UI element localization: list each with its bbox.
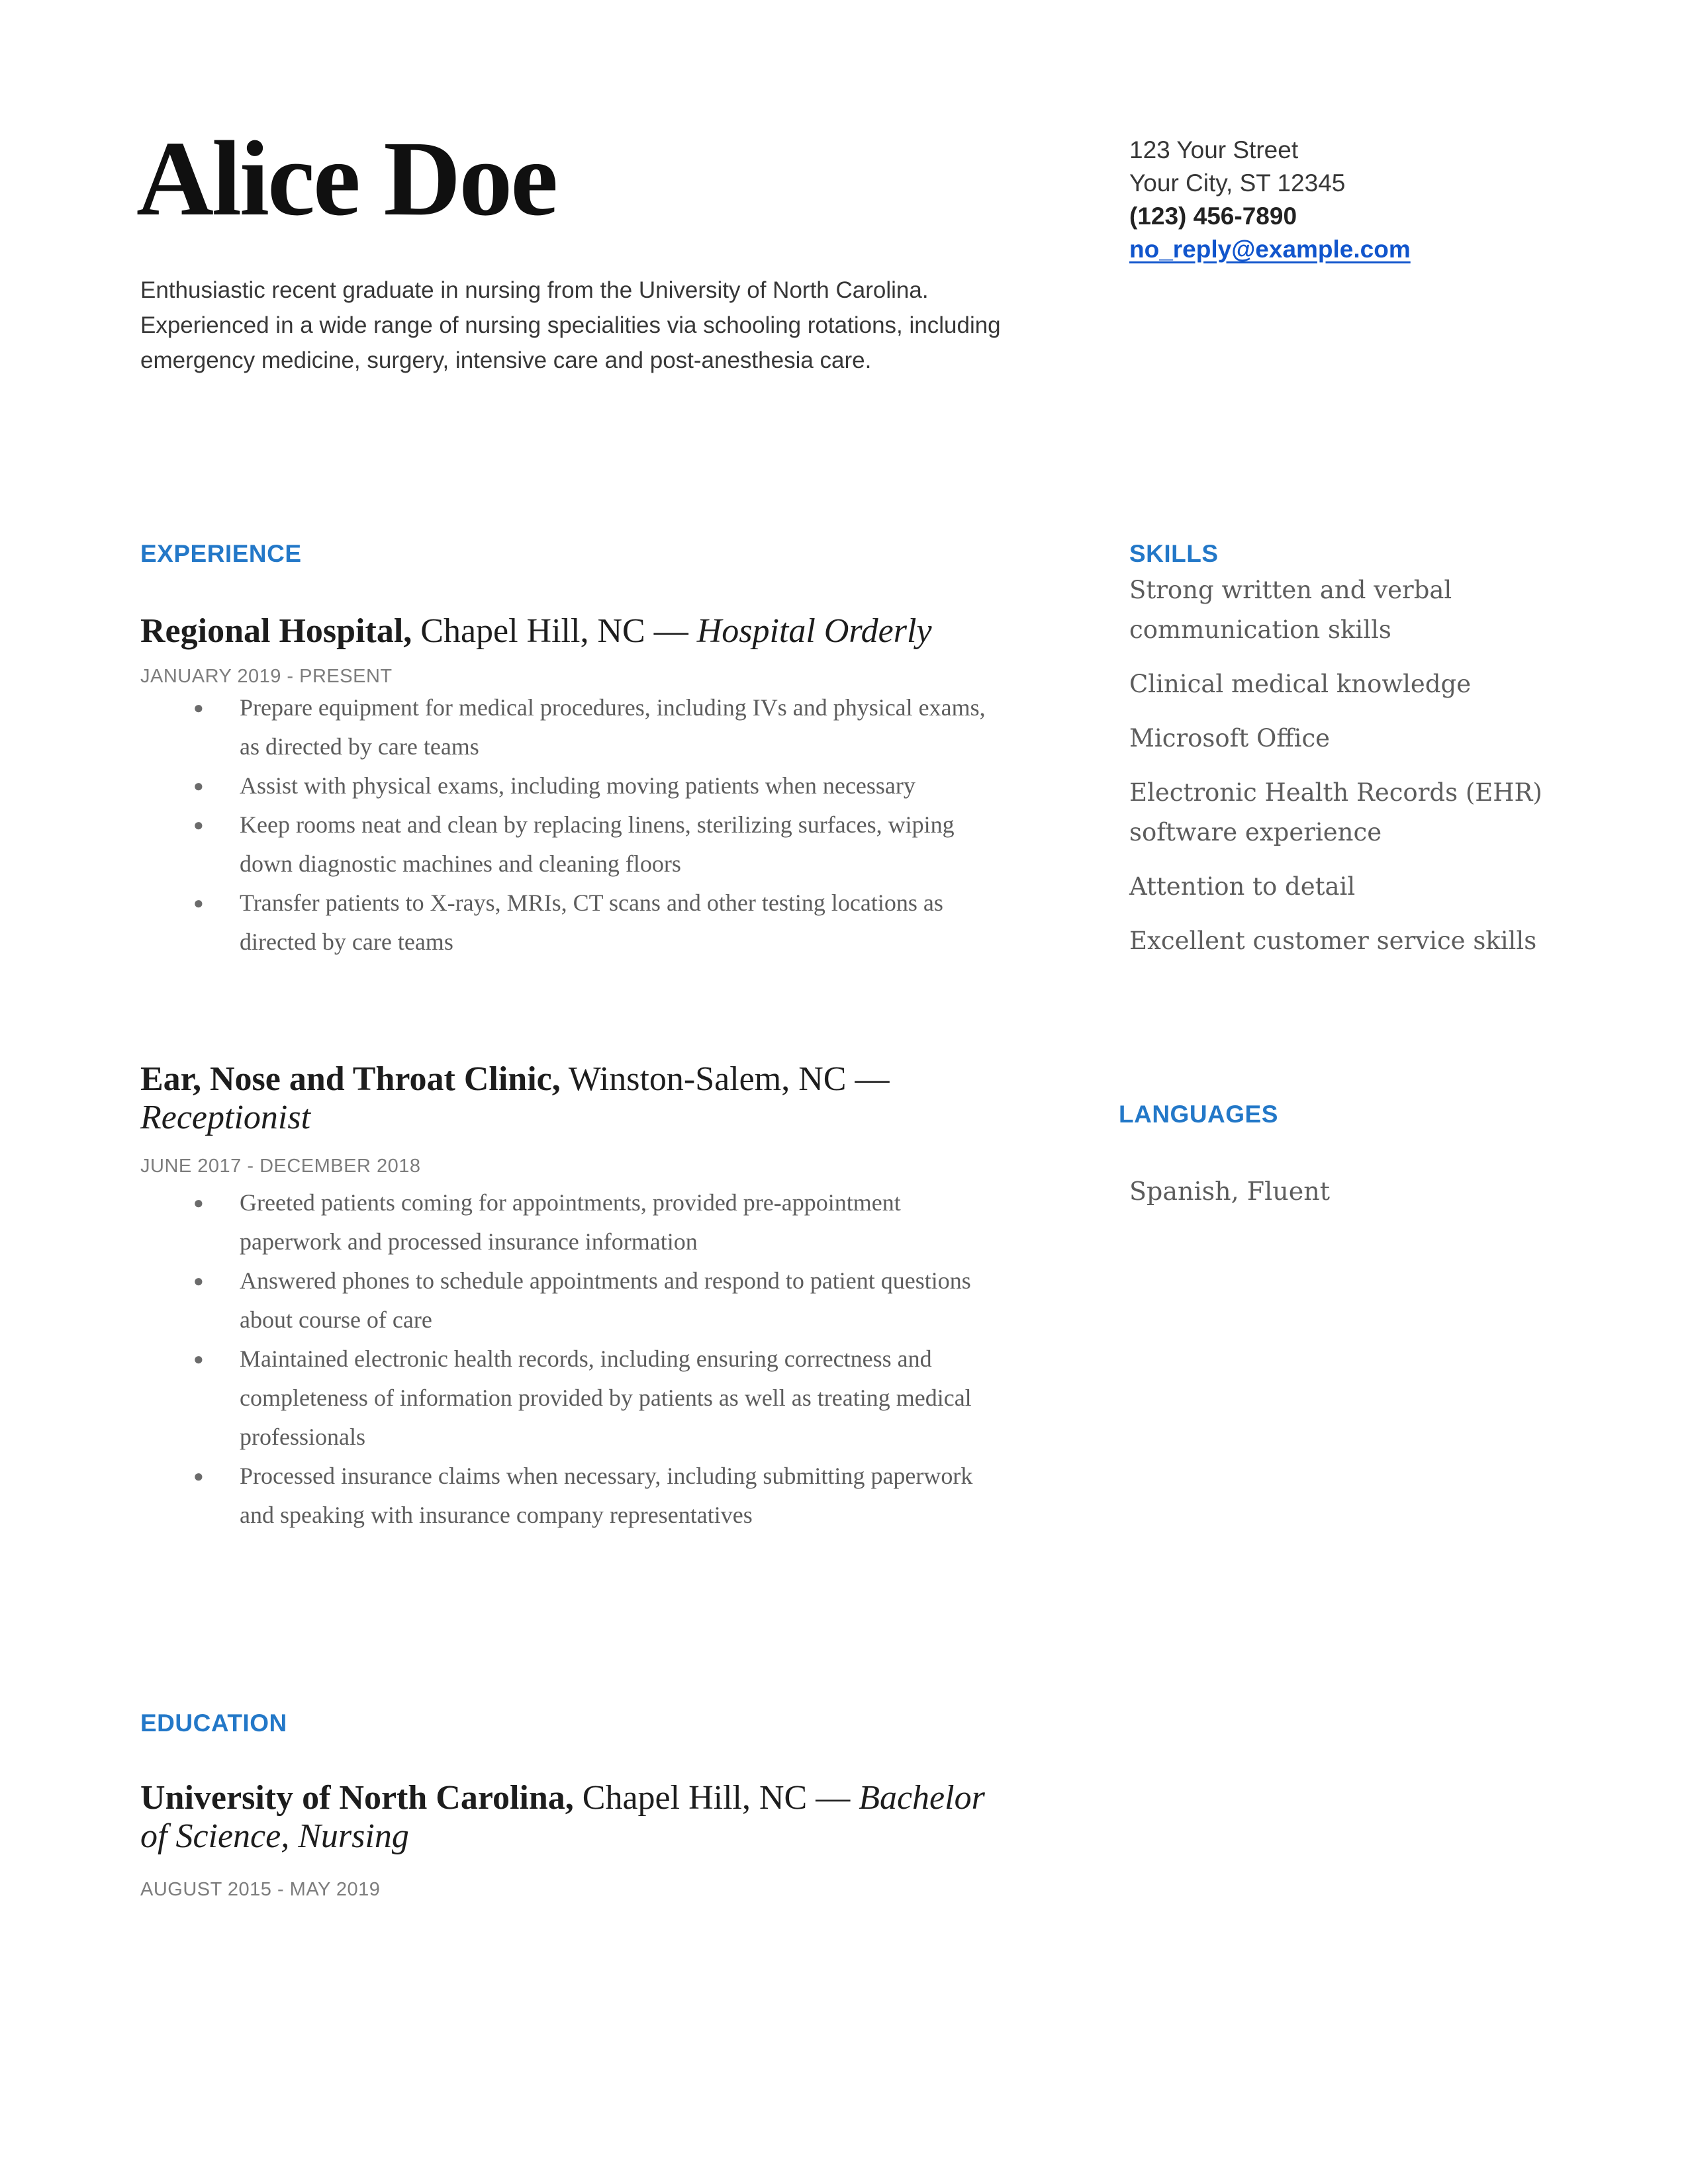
job-role: Hospital Orderly bbox=[696, 612, 932, 650]
section-label-education: EDUCATION bbox=[140, 1709, 287, 1737]
contact-address-line1: 123 Your Street bbox=[1129, 136, 1299, 163]
bullet-item: ● Processed insurance claims when necessary, including submitting paperwork and speaking with insurance company representatives bbox=[140, 1457, 1008, 1535]
job-bullet-list bbox=[140, 1183, 1008, 1535]
skill-item: Attention to detail bbox=[1129, 872, 1356, 901]
education-location: Chapel Hill, NC — bbox=[582, 1779, 851, 1817]
education-dates: AUGUST 2015 - MAY 2019 bbox=[140, 1879, 381, 1900]
bullet-item: ● Prepare equipment for medical procedures, including IVs and physical exams, as directed by care teams bbox=[140, 688, 1008, 766]
skill-item: Strong written and verbal communication skills bbox=[1129, 576, 1452, 644]
section-label-languages: LANGUAGES bbox=[1119, 1101, 1278, 1128]
summary-paragraph: Enthusiastic recent graduate in nursing from the University of North Carolina. Experienced in a wide range of nursing specialities via schooling rotations, including emergency medicine, surgery, intensive care and post-anesthesia care. bbox=[140, 277, 1001, 373]
skill-item: Microsoft Office bbox=[1129, 724, 1331, 752]
skill-item: Electronic Health Records (EHR) software experience bbox=[1129, 778, 1542, 846]
skill-item: Excellent customer service skills bbox=[1129, 927, 1537, 955]
education-heading bbox=[140, 1779, 1008, 1856]
contact-address-line2: Your City, ST 12345 bbox=[1129, 169, 1346, 197]
job-company: Regional Hospital, bbox=[140, 612, 412, 650]
job-heading bbox=[140, 612, 1008, 651]
job-heading bbox=[140, 1060, 1008, 1137]
job-dates: JANUARY 2019 - PRESENT bbox=[140, 666, 393, 687]
email-link[interactable]: no_reply@example.com bbox=[1129, 236, 1411, 263]
contact-block bbox=[1129, 134, 1593, 266]
job-dates: JUNE 2017 - DECEMBER 2018 bbox=[140, 1156, 421, 1177]
education-school: University of North Carolina, bbox=[140, 1779, 574, 1817]
bullet-item: ● Assist with physical exams, including moving patients when necessary bbox=[140, 766, 1008, 805]
job-company: Ear, Nose and Throat Clinic, bbox=[140, 1060, 561, 1098]
bullet-item: ● Transfer patients to X-rays, MRIs, CT scans and other testing locations as directed by care teams bbox=[140, 884, 1008, 962]
contact-phone: (123) 456-7890 bbox=[1129, 203, 1297, 230]
bullet-item: ● Keep rooms neat and clean by replacing linens, sterilizing surfaces, wiping down diagnostic machines and cleaning floors bbox=[140, 805, 1008, 884]
page-title: Alice Doe bbox=[136, 120, 557, 238]
language-item: Spanish, Fluent bbox=[1129, 1177, 1330, 1206]
contact-email bbox=[1129, 233, 1593, 266]
bullet-item: ● Answered phones to schedule appointments and respond to patient questions about course of care bbox=[140, 1261, 1008, 1340]
bullet-item: ● Maintained electronic health records, including ensuring correctness and completeness of information provided by patients as well as treating medical professionals bbox=[140, 1340, 1008, 1457]
job-location: Chapel Hill, NC — bbox=[420, 612, 688, 650]
section-label-skills: SKILLS bbox=[1129, 540, 1219, 567]
skills-list bbox=[1129, 570, 1566, 976]
bullet-item: ● Greeted patients coming for appointments, provided pre-appointment paperwork and processed insurance information bbox=[140, 1183, 1008, 1261]
section-label-experience: EXPERIENCE bbox=[140, 540, 302, 567]
job-bullet-list bbox=[140, 688, 1008, 962]
job-location: Winston-Salem, NC — bbox=[568, 1060, 890, 1098]
education-degree: Bachelor of Science, Nursing bbox=[140, 1779, 985, 1855]
skill-item: Clinical medical knowledge bbox=[1129, 670, 1472, 698]
job-role: Receptionist bbox=[140, 1099, 311, 1136]
languages-list bbox=[1129, 1171, 1566, 1211]
